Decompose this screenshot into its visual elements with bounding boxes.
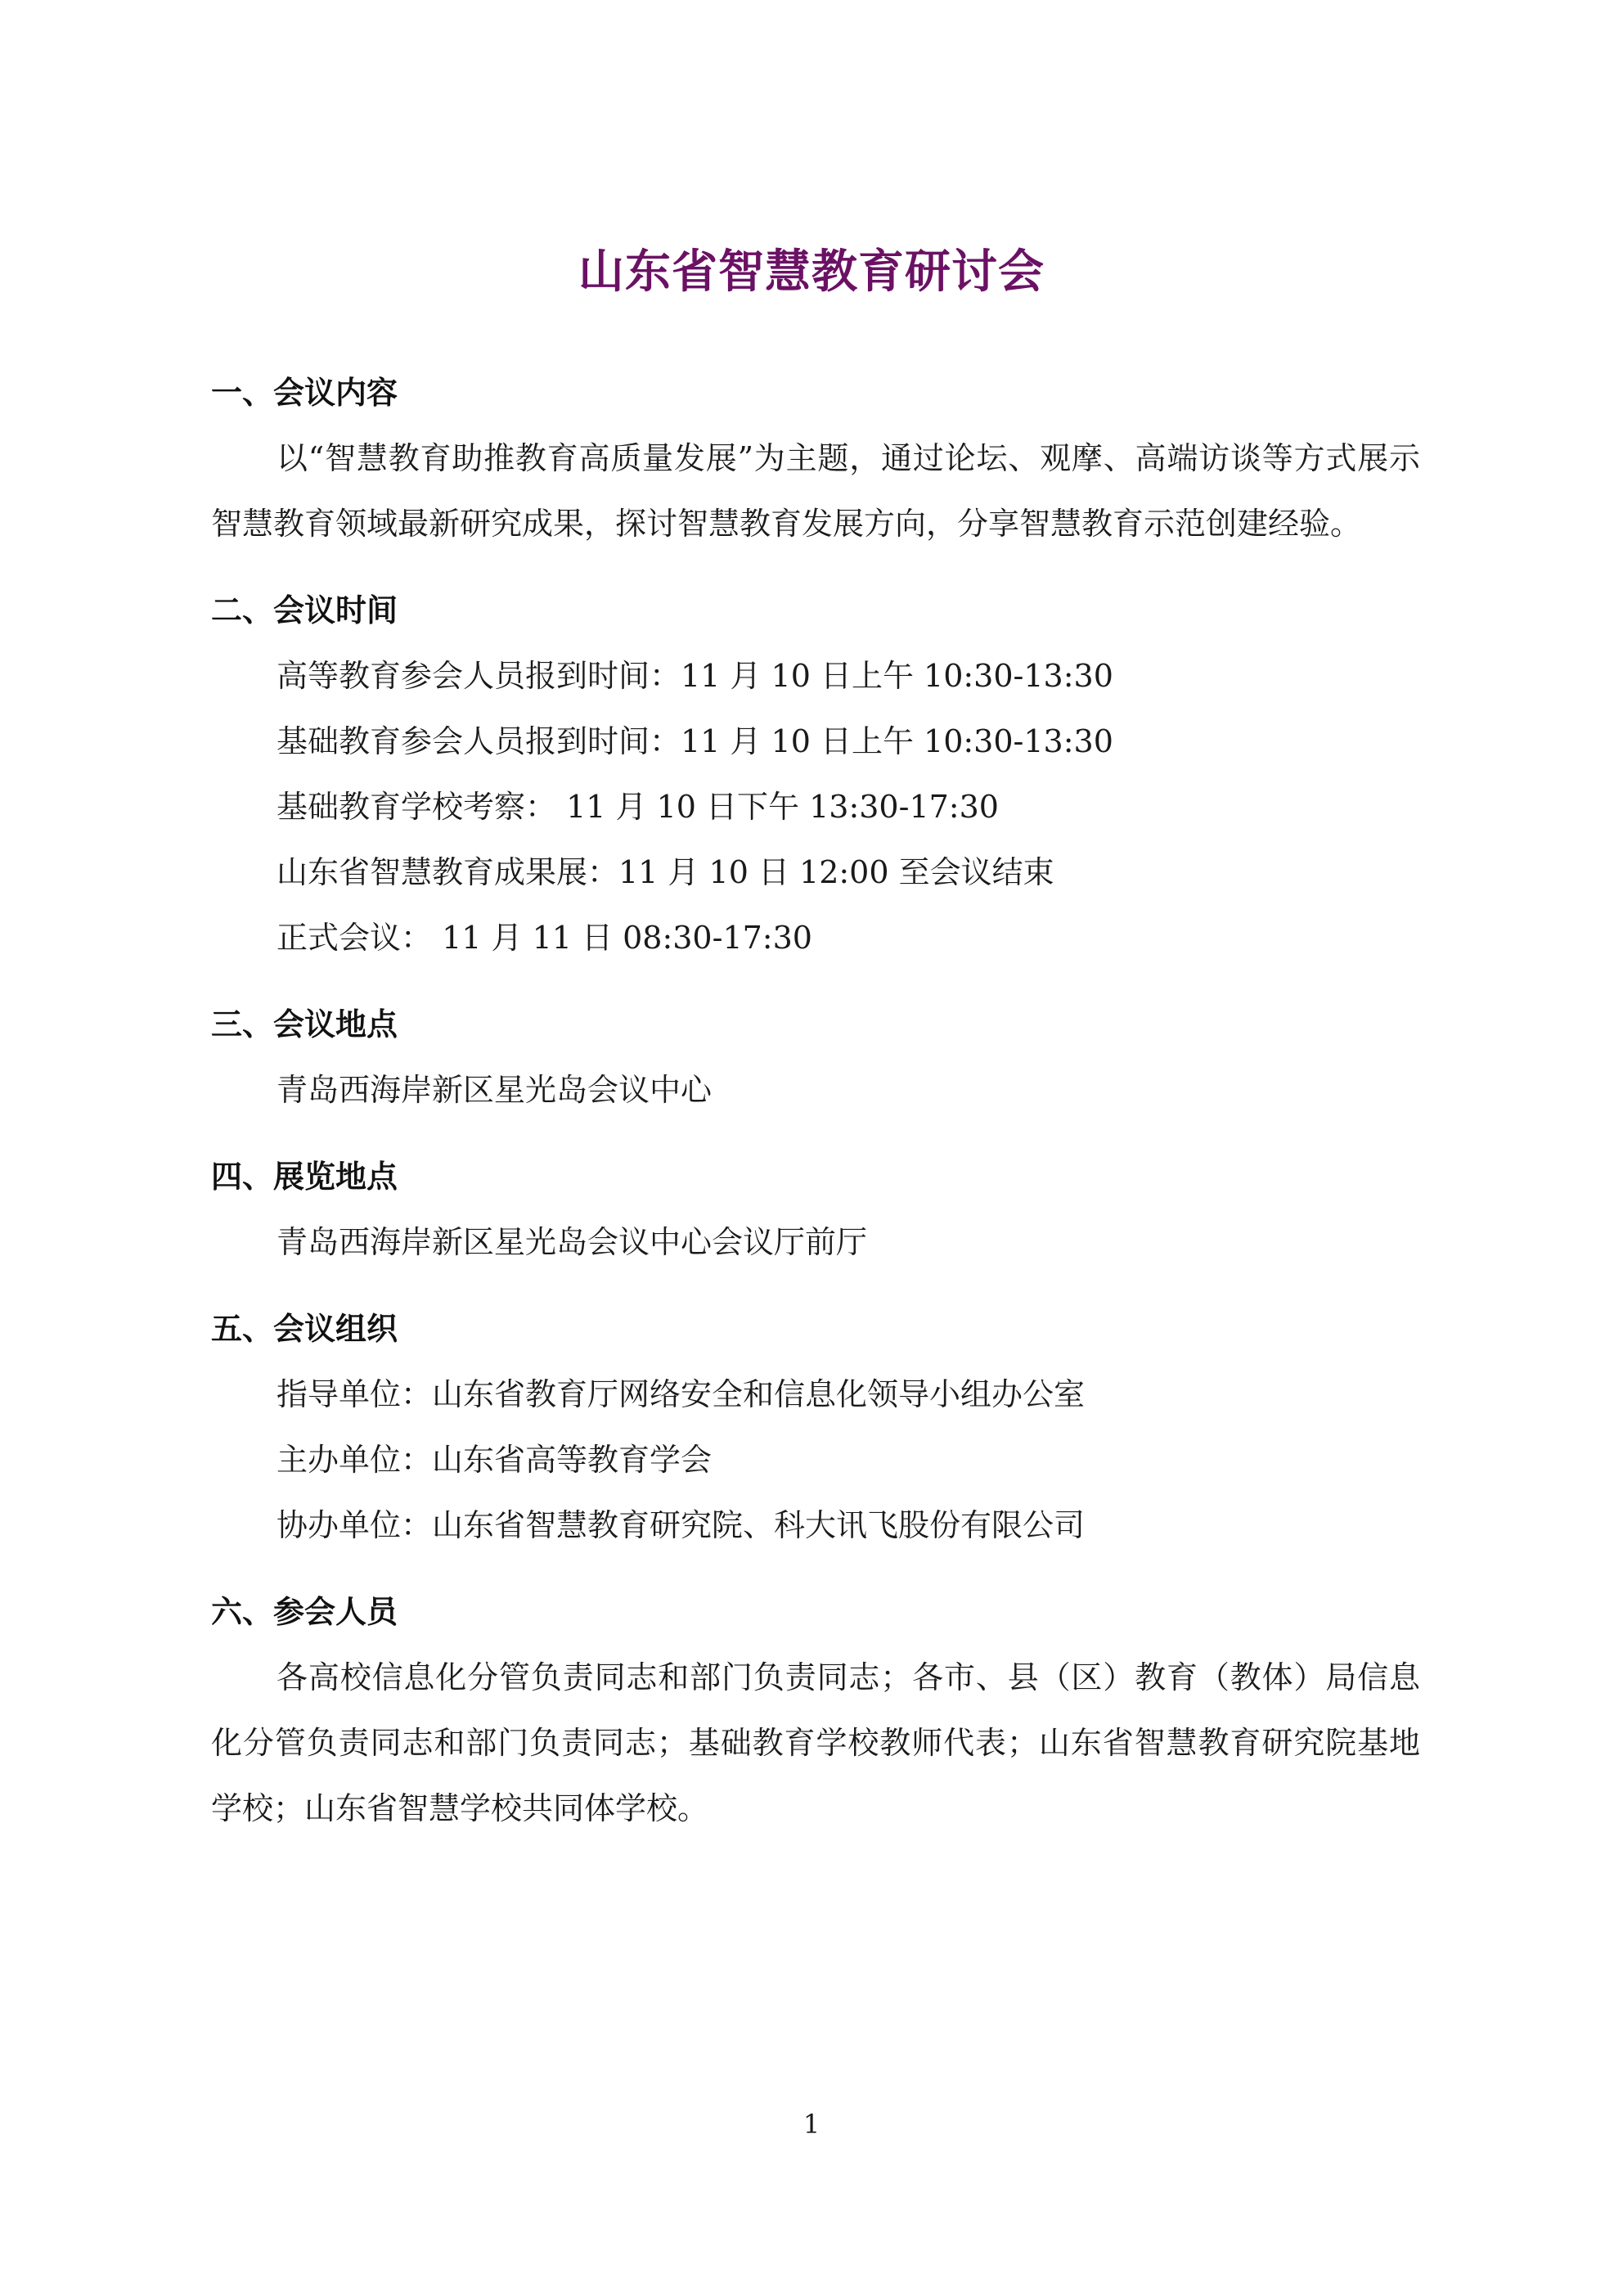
section-heading: 四、展览地点 xyxy=(211,1159,398,1195)
document-title: 山东省智慧教育研讨会 xyxy=(578,245,1045,299)
schedule-line: 山东省智慧教育成果展：11 月 10 日 12:00 至会议结束 xyxy=(276,854,1054,890)
section-meeting-venue xyxy=(211,992,1420,1123)
organizer-line: 协办单位：山东省智慧教育研究院、科大讯飞股份有限公司 xyxy=(276,1507,1086,1543)
venue-line: 青岛西海岸新区星光岛会议中心 xyxy=(276,1072,713,1108)
schedule-line: 基础教育学校考察： 11 月 10 日下午 13:30-17:30 xyxy=(276,789,999,825)
page-number: 1 xyxy=(803,2109,820,2140)
section-heading: 二、会议时间 xyxy=(211,592,398,628)
section-heading: 六、参会人员 xyxy=(211,1594,398,1630)
exhibition-line: 青岛西海岸新区星光岛会议中心会议厅前厅 xyxy=(276,1224,868,1260)
schedule-line: 基础教育参会人员报到时间：11 月 10 日上午 10:30-13:30 xyxy=(276,723,1113,759)
section-paragraph: 以“智慧教育助推教育高质量发展”为主题，通过论坛、观摩、高端访谈等方式展示智慧教育领域最新研究成果，探讨智慧教育发展方向，分享智慧教育示范创建经验。 xyxy=(211,440,1420,542)
organizer-line: 主办单位：山东省高等教育学会 xyxy=(276,1442,713,1478)
section-heading: 五、会议组织 xyxy=(211,1311,398,1347)
schedule-line: 高等教育参会人员报到时间：11 月 10 日上午 10:30-13:30 xyxy=(276,658,1113,694)
section-meeting-content xyxy=(211,360,1420,556)
section-paragraph: 各高校信息化分管负责同志和部门负责同志；各市、县（区）教育（教体）局信息化分管负责同志和部门负责同志；基础教育学校教师代表；山东省智慧教育研究院基地学校；山东省智慧学校共同体学校。 xyxy=(211,1659,1420,1826)
section-meeting-time xyxy=(211,578,1420,970)
organizer-line: 指导单位：山东省教育厅网络安全和信息化领导小组办公室 xyxy=(276,1376,1086,1412)
section-participants xyxy=(211,1579,1420,1841)
section-heading: 一、会议内容 xyxy=(211,375,398,411)
schedule-line: 正式会议： 11 月 11 日 08:30-17:30 xyxy=(276,920,812,956)
document-body xyxy=(211,360,1420,1841)
section-heading: 三、会议地点 xyxy=(211,1006,398,1042)
section-exhibition-venue xyxy=(211,1144,1420,1275)
section-organization xyxy=(211,1296,1420,1558)
